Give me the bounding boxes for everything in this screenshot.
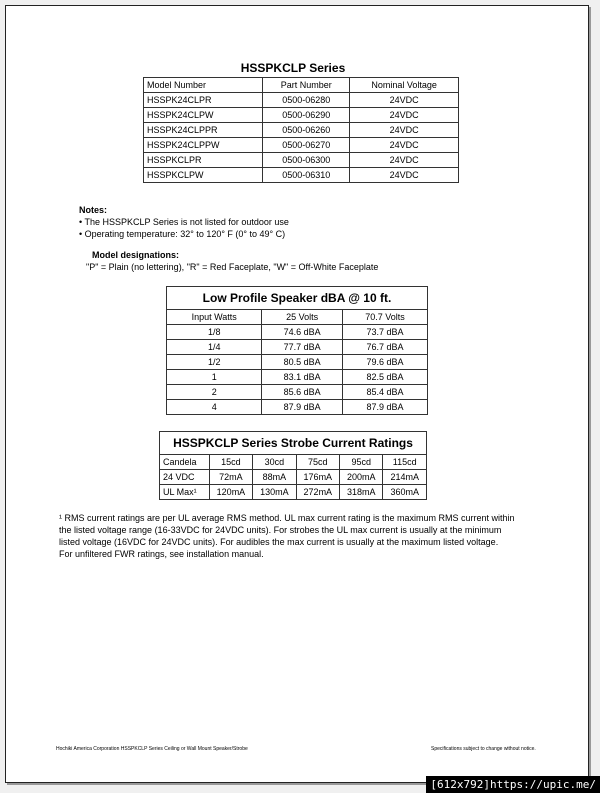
part-number: 0500-06290 (263, 108, 350, 123)
notes-section (79, 204, 289, 240)
table-row (160, 485, 427, 500)
dba-header: Input Watts (167, 310, 262, 325)
table-row (144, 108, 459, 123)
input-watts: 1/4 (167, 340, 262, 355)
dba-70v: 82.5 dBA (342, 370, 427, 385)
part-number: 0500-06310 (263, 168, 350, 183)
table-row (167, 325, 428, 340)
dba-caption: Low Profile Speaker dBA @ 10 ft. (167, 287, 428, 310)
table-row (144, 168, 459, 183)
input-watts: 4 (167, 400, 262, 415)
footnote-line: For unfiltered FWR ratings, see installation manual. (59, 549, 264, 559)
document-page (5, 5, 589, 783)
models-header: Model Number (144, 78, 263, 93)
part-number: 0500-06280 (263, 93, 350, 108)
input-watts: 1/8 (167, 325, 262, 340)
table-row (144, 153, 459, 168)
table-row (167, 340, 428, 355)
dba-header: 25 Volts (262, 310, 343, 325)
dba-header: 70.7 Volts (342, 310, 427, 325)
table-row (144, 123, 459, 138)
input-watts: 1/2 (167, 355, 262, 370)
strobe-value: 120mA (209, 485, 252, 500)
dba-25v: 77.7 dBA (262, 340, 343, 355)
table-row (167, 355, 428, 370)
input-watts: 2 (167, 385, 262, 400)
footnote-line: the listed voltage range (16-33VDC for 24VDC units). For strobes the UL max current is usually at the minimum (59, 525, 502, 535)
nominal-voltage: 24VDC (350, 168, 459, 183)
strobe-header: 15cd (209, 455, 252, 470)
nominal-voltage: 24VDC (350, 138, 459, 153)
dba-25v: 74.6 dBA (262, 325, 343, 340)
strobe-value: 130mA (253, 485, 296, 500)
models-header: Nominal Voltage (350, 78, 459, 93)
table-row (160, 470, 427, 485)
dba-70v: 73.7 dBA (342, 325, 427, 340)
note-item: • Operating temperature: 32° to 120° F (0° to 49° C) (79, 229, 286, 239)
designations-text: "P" = Plain (no lettering), "R" = Red Faceplate, "W" = Off-White Faceplate (86, 262, 379, 272)
strobe-header: 95cd (340, 455, 383, 470)
designations-section (86, 249, 378, 273)
table-row (167, 385, 428, 400)
strobe-header: 75cd (296, 455, 339, 470)
note-item: • The HSSPKCLP Series is not listed for outdoor use (79, 217, 289, 227)
dba-25v: 83.1 dBA (262, 370, 343, 385)
part-number: 0500-06300 (263, 153, 350, 168)
strobe-value: 272mA (296, 485, 339, 500)
nominal-voltage: 24VDC (350, 93, 459, 108)
models-header: Part Number (263, 78, 350, 93)
dba-70v: 79.6 dBA (342, 355, 427, 370)
part-number: 0500-06270 (263, 138, 350, 153)
models-table (143, 77, 459, 183)
footer-left: Hochiki America Corporation HSSPKCLP Series Ceiling or Wall Mount Speaker/Strobe (56, 746, 248, 752)
strobe-value: 200mA (340, 470, 383, 485)
strobe-header: Candela (160, 455, 210, 470)
strobe-row-label: 24 VDC (160, 470, 210, 485)
model-number: HSSPK24CLPR (144, 93, 263, 108)
series-title: HSSPKCLP Series (240, 61, 346, 75)
dba-table (166, 286, 428, 415)
model-number: HSSPK24CLPW (144, 108, 263, 123)
nominal-voltage: 24VDC (350, 153, 459, 168)
nominal-voltage: 24VDC (350, 108, 459, 123)
table-row (167, 370, 428, 385)
footer-right: Specifications subject to change without notice. (431, 746, 536, 752)
part-number: 0500-06260 (263, 123, 350, 138)
dba-70v: 85.4 dBA (342, 385, 427, 400)
footnote-line: listed voltage (16VDC for 24VDC units). For audibles the max current is usually at the maximum listed voltage. (59, 537, 499, 547)
dba-25v: 80.5 dBA (262, 355, 343, 370)
strobe-header: 30cd (253, 455, 296, 470)
strobe-value: 318mA (340, 485, 383, 500)
strobe-value: 88mA (253, 470, 296, 485)
table-row (144, 93, 459, 108)
dba-70v: 76.7 dBA (342, 340, 427, 355)
model-number: HSSPKCLPR (144, 153, 263, 168)
strobe-value: 214mA (383, 470, 427, 485)
table-row (144, 138, 459, 153)
notes-heading: Notes: (79, 205, 108, 215)
strobe-table (159, 431, 427, 500)
strobe-caption: HSSPKCLP Series Strobe Current Ratings (160, 432, 427, 455)
strobe-value: 176mA (296, 470, 339, 485)
strobe-row-label: UL Max¹ (160, 485, 210, 500)
strobe-value: 360mA (383, 485, 427, 500)
strobe-value: 72mA (209, 470, 252, 485)
strobe-header: 115cd (383, 455, 427, 470)
designations-heading: Model designations: (92, 250, 180, 260)
nominal-voltage: 24VDC (350, 123, 459, 138)
footnote (59, 512, 559, 560)
input-watts: 1 (167, 370, 262, 385)
model-number: HSSPK24CLPPR (144, 123, 263, 138)
footnote-line: ¹ RMS current ratings are per UL average RMS method. UL max current rating is the maximum RMS current within (59, 513, 515, 523)
dba-25v: 87.9 dBA (262, 400, 343, 415)
model-number: HSSPKCLPW (144, 168, 263, 183)
watermark: [612x792]https://upic.me/ (426, 776, 600, 793)
dba-70v: 87.9 dBA (342, 400, 427, 415)
dba-25v: 85.6 dBA (262, 385, 343, 400)
model-number: HSSPK24CLPPW (144, 138, 263, 153)
table-row (167, 400, 428, 415)
